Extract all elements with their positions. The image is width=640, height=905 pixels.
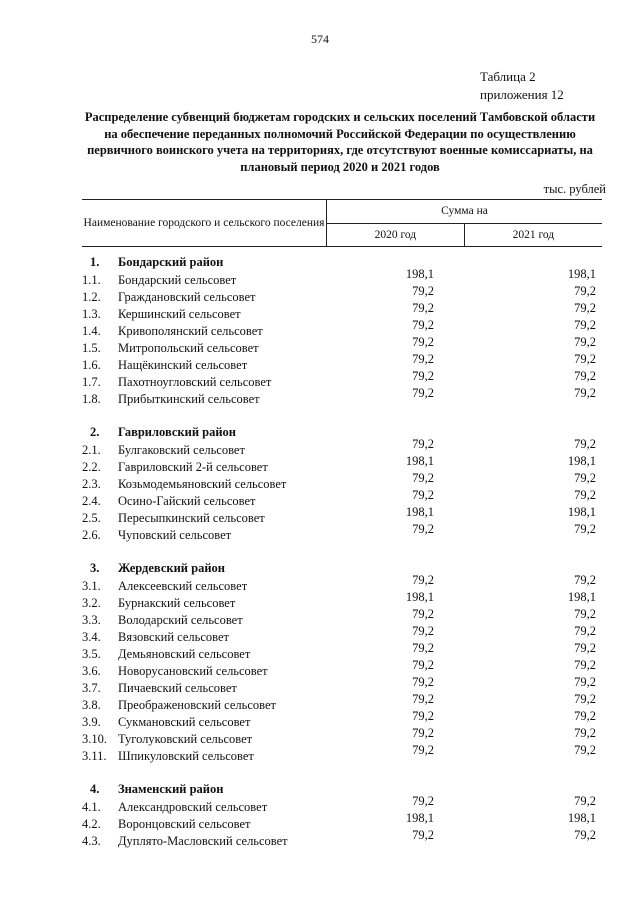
annex-table-label: Таблица 2 bbox=[480, 69, 536, 84]
region-heading bbox=[80, 782, 600, 799]
row-number: 3.3. bbox=[82, 613, 101, 627]
amount-2020: 79,2 bbox=[412, 828, 434, 842]
units-label: тыс. рублей bbox=[543, 182, 606, 196]
row-number: 1.5. bbox=[82, 341, 101, 355]
settlement-name: Новорусановский сельсовет bbox=[118, 664, 268, 678]
settlement-name: Александровский сельсовет bbox=[118, 800, 268, 814]
amount-2021: 79,2 bbox=[574, 471, 596, 485]
row-number: 1.4. bbox=[82, 324, 101, 338]
settlement-name: Чуповский сельсовет bbox=[118, 528, 232, 542]
amount-2020: 79,2 bbox=[412, 607, 434, 621]
amount-2021: 198,1 bbox=[567, 590, 596, 604]
settlement-name: Граждановский сельсовет bbox=[118, 290, 256, 304]
table-body bbox=[80, 255, 600, 850]
row-number: 4.3. bbox=[82, 834, 101, 848]
amount-2021: 79,2 bbox=[574, 573, 596, 587]
amount-2021: 79,2 bbox=[574, 743, 596, 757]
row-number: 3.6. bbox=[82, 664, 101, 678]
amount-2020: 79,2 bbox=[412, 726, 434, 740]
settlement-name: Кершинский сельсовет bbox=[118, 307, 241, 321]
table-row bbox=[80, 522, 600, 544]
region-number: 1. bbox=[90, 255, 100, 269]
settlement-name: Прибыткинский сельсовет bbox=[118, 392, 260, 406]
row-number: 3.5. bbox=[82, 647, 101, 661]
row-number: 2.4. bbox=[82, 494, 101, 508]
table-row bbox=[80, 573, 600, 595]
table-row bbox=[80, 471, 600, 493]
amount-2020: 79,2 bbox=[412, 437, 434, 451]
amount-2021: 79,2 bbox=[574, 828, 596, 842]
header-year-2021: 2021 год bbox=[464, 223, 602, 247]
amount-2021: 198,1 bbox=[567, 267, 596, 281]
row-number: 4.2. bbox=[82, 817, 101, 831]
table-row bbox=[80, 709, 600, 731]
settlement-name: Булгаковский сельсовет bbox=[118, 443, 245, 457]
table-row bbox=[80, 743, 600, 765]
table-row bbox=[80, 811, 600, 833]
table-annex-reference bbox=[480, 68, 564, 104]
table-row bbox=[80, 658, 600, 680]
amount-2021: 79,2 bbox=[574, 335, 596, 349]
row-number: 1.3. bbox=[82, 307, 101, 321]
amount-2020: 79,2 bbox=[412, 471, 434, 485]
amount-2020: 79,2 bbox=[412, 658, 434, 672]
amount-2020: 79,2 bbox=[412, 641, 434, 655]
region-name: Бондарский район bbox=[118, 255, 224, 269]
amount-2021: 79,2 bbox=[574, 607, 596, 621]
settlement-name: Гавриловский 2-й сельсовет bbox=[118, 460, 268, 474]
table-row bbox=[80, 624, 600, 646]
table-row bbox=[80, 692, 600, 714]
page-number: 574 bbox=[311, 32, 329, 46]
amount-2020: 79,2 bbox=[412, 386, 434, 400]
amount-2020: 79,2 bbox=[412, 284, 434, 298]
amount-2020: 79,2 bbox=[412, 573, 434, 587]
region-number: 2. bbox=[90, 425, 100, 439]
row-number: 3.8. bbox=[82, 698, 101, 712]
region-number: 4. bbox=[90, 782, 100, 796]
amount-2021: 79,2 bbox=[574, 318, 596, 332]
amount-2021: 79,2 bbox=[574, 352, 596, 366]
amount-2020: 79,2 bbox=[412, 335, 434, 349]
amount-2020: 198,1 bbox=[405, 505, 434, 519]
row-number: 3.9. bbox=[82, 715, 101, 729]
table-row bbox=[80, 386, 600, 408]
document-title: Распределение субвенций бюджетам городских и сельских поселений Тамбовской области на обеспечение переданных полномочий Российской Федерации по осуществлению первичного воинского учета на территориях, где отсутствуют военные комиссариаты, на плановый период 2020 и 2021 годов bbox=[84, 110, 596, 174]
row-number: 4.1. bbox=[82, 800, 101, 814]
amount-2021: 198,1 bbox=[567, 454, 596, 468]
region-name: Жердевский район bbox=[118, 561, 225, 575]
amount-2020: 79,2 bbox=[412, 488, 434, 502]
settlement-name: Вязовский сельсовет bbox=[118, 630, 229, 644]
row-number: 2.2. bbox=[82, 460, 101, 474]
amount-2020: 79,2 bbox=[412, 675, 434, 689]
settlement-name: Преображеновский сельсовет bbox=[118, 698, 276, 712]
section-spacer bbox=[80, 408, 600, 425]
row-number: 2.5. bbox=[82, 511, 101, 525]
settlement-name: Сукмановский сельсовет bbox=[118, 715, 251, 729]
settlement-name: Воронцовский сельсовет bbox=[118, 817, 251, 831]
table-row bbox=[80, 794, 600, 816]
settlement-name: Дуплято-Масловский сельсовет bbox=[118, 834, 288, 848]
row-number: 1.8. bbox=[82, 392, 101, 406]
table-row bbox=[80, 284, 600, 306]
settlement-name: Туголуковский сельсовет bbox=[118, 732, 253, 746]
amount-2020: 79,2 bbox=[412, 318, 434, 332]
annex-appendix-label: приложения 12 bbox=[480, 87, 564, 102]
row-number: 3.11. bbox=[82, 749, 107, 763]
header-sum-column: Сумма на bbox=[327, 200, 603, 224]
amount-2020: 198,1 bbox=[405, 267, 434, 281]
table-header bbox=[82, 199, 602, 247]
row-number: 2.3. bbox=[82, 477, 101, 491]
row-number: 3.4. bbox=[82, 630, 101, 644]
amount-2020: 79,2 bbox=[412, 743, 434, 757]
row-number: 3.1. bbox=[82, 579, 101, 593]
table-row bbox=[80, 726, 600, 748]
section-spacer bbox=[80, 544, 600, 561]
amount-2021: 79,2 bbox=[574, 641, 596, 655]
amount-2021: 79,2 bbox=[574, 488, 596, 502]
region-heading bbox=[80, 561, 600, 578]
settlement-name: Демьяновский сельсовет bbox=[118, 647, 251, 661]
row-number: 1.2. bbox=[82, 290, 101, 304]
amount-2020: 79,2 bbox=[412, 794, 434, 808]
amount-2021: 79,2 bbox=[574, 658, 596, 672]
amount-2021: 79,2 bbox=[574, 301, 596, 315]
amount-2021: 79,2 bbox=[574, 794, 596, 808]
settlement-name: Митропольский сельсовет bbox=[118, 341, 259, 355]
header-name-column: Наименование городского и сельского поселения bbox=[82, 200, 327, 247]
settlement-name: Пахотноугловский сельсовет bbox=[118, 375, 272, 389]
table-row bbox=[80, 301, 600, 323]
row-number: 3.10. bbox=[82, 732, 107, 746]
row-number: 1.7. bbox=[82, 375, 101, 389]
settlement-name: Осино-Гайский сельсовет bbox=[118, 494, 256, 508]
section-spacer bbox=[80, 765, 600, 782]
amount-2021: 198,1 bbox=[567, 811, 596, 825]
settlement-name: Нащёкинский сельсовет bbox=[118, 358, 248, 372]
row-number: 3.2. bbox=[82, 596, 101, 610]
table-row bbox=[80, 369, 600, 391]
table-row bbox=[80, 488, 600, 510]
amount-2020: 79,2 bbox=[412, 369, 434, 383]
amount-2021: 79,2 bbox=[574, 522, 596, 536]
settlement-name: Кривополянский сельсовет bbox=[118, 324, 263, 338]
amount-2020: 79,2 bbox=[412, 301, 434, 315]
table-row bbox=[80, 267, 600, 289]
table-row bbox=[80, 454, 600, 476]
table-row bbox=[80, 675, 600, 697]
amount-2021: 79,2 bbox=[574, 675, 596, 689]
amount-2021: 79,2 bbox=[574, 624, 596, 638]
region-heading bbox=[80, 255, 600, 272]
amount-2021: 79,2 bbox=[574, 726, 596, 740]
amount-2020: 198,1 bbox=[405, 590, 434, 604]
table-row bbox=[80, 505, 600, 527]
table-row bbox=[80, 352, 600, 374]
table-row bbox=[80, 437, 600, 459]
amount-2020: 198,1 bbox=[405, 454, 434, 468]
amount-2020: 79,2 bbox=[412, 709, 434, 723]
row-number: 3.7. bbox=[82, 681, 101, 695]
row-number: 1.1. bbox=[82, 273, 101, 287]
amount-2021: 79,2 bbox=[574, 709, 596, 723]
table-row bbox=[80, 590, 600, 612]
settlement-name: Алексеевский сельсовет bbox=[118, 579, 248, 593]
amount-2020: 79,2 bbox=[412, 624, 434, 638]
region-name: Гавриловский район bbox=[118, 425, 236, 439]
settlement-name: Пичаевский сельсовет bbox=[118, 681, 237, 695]
settlement-name: Пересыпкинский сельсовет bbox=[118, 511, 265, 525]
amount-2020: 79,2 bbox=[412, 692, 434, 706]
table-row bbox=[80, 335, 600, 357]
amount-2020: 198,1 bbox=[405, 811, 434, 825]
row-number: 2.1. bbox=[82, 443, 101, 457]
amount-2020: 79,2 bbox=[412, 522, 434, 536]
row-number: 1.6. bbox=[82, 358, 101, 372]
table-row bbox=[80, 318, 600, 340]
header-year-2020: 2020 год bbox=[327, 223, 465, 247]
amount-2021: 79,2 bbox=[574, 284, 596, 298]
table-row bbox=[80, 607, 600, 629]
amount-2021: 79,2 bbox=[574, 386, 596, 400]
table-row bbox=[80, 828, 600, 850]
amount-2021: 79,2 bbox=[574, 437, 596, 451]
amount-2021: 79,2 bbox=[574, 369, 596, 383]
settlement-name: Володарский сельсовет bbox=[118, 613, 243, 627]
settlement-name: Бондарский сельсовет bbox=[118, 273, 237, 287]
settlement-name: Шпикуловский сельсовет bbox=[118, 749, 254, 763]
amount-2021: 79,2 bbox=[574, 692, 596, 706]
row-number: 2.6. bbox=[82, 528, 101, 542]
amount-2021: 198,1 bbox=[567, 505, 596, 519]
settlement-name: Козьмодемьяновский сельсовет bbox=[118, 477, 287, 491]
region-heading bbox=[80, 425, 600, 442]
region-name: Знаменский район bbox=[118, 782, 224, 796]
amount-2020: 79,2 bbox=[412, 352, 434, 366]
settlement-name: Бурнакский сельсовет bbox=[118, 596, 236, 610]
region-number: 3. bbox=[90, 561, 100, 575]
table-row bbox=[80, 641, 600, 663]
